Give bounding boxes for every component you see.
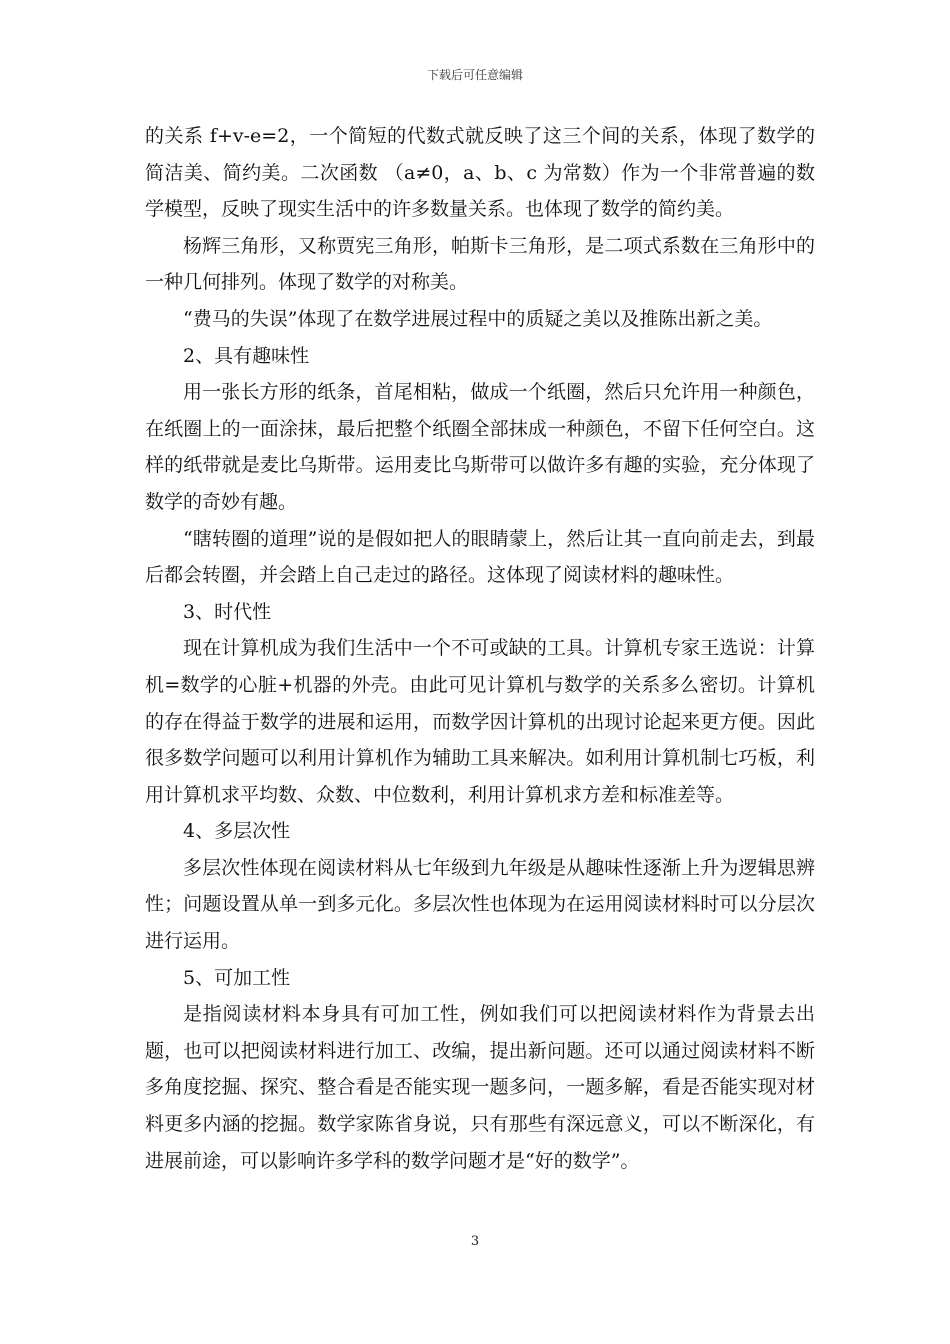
section-heading-timeliness: 3、时代性 — [183, 600, 272, 623]
paragraph-yang-hui-triangle: 杨辉三角形，又称贾宪三角形，帕斯卡三角形，是二项式系数在三角形中的一种几何排列。体现了数学的对称美。 — [145, 234, 815, 294]
section-heading-multilevel: 4、多层次性 — [183, 820, 291, 843]
section-heading-interest: 2、具有趣味性 — [183, 344, 310, 367]
paragraph-walking-in-circles: “瞎转圈的道理”说的是假如把人的眼睛蒙上，然后让其一直向前走去，到最后都会转圈，并会踏上自己走过的路径。这体现了阅读材料的趣味性。 — [145, 527, 815, 587]
paragraph-simplicity-continued: 的关系 f+v-e=2，一个简短的代数式就反映了这三个间的关系，体现了数学的简洁美、简约美。二次函数 （a≠0，a、b、c 为常数）作为一个非常普遍的数学模型，反映了现实生活中的许多数量关系。也体现了数学的简约美。 — [145, 125, 815, 221]
page-header: 下载后可任意编辑 — [426, 68, 523, 82]
section-heading-processability: 5、可加工性 — [183, 966, 291, 989]
body-text — [145, 118, 815, 1179]
paragraph-mobius-strip: 用一张长方形的纸条，首尾相粘，做成一个纸圈，然后只允许用一种颜色，在纸圈上的一面涂抹，最后把整个纸圈全部抹成一种颜色，不留下任何空白。这样的纸带就是麦比乌斯带。运用麦比乌斯带可以做许多有趣的实验，充分体现了数学的奇妙有趣。 — [145, 381, 815, 513]
paragraph-computers: 现在计算机成为我们生活中一个不可或缺的工具。计算机专家王选说：计算机=数学的心脏+机器的外壳。由此可见计算机与数学的关系多么密切。计算机的存在得益于数学的进展和运用，而数学因计算机的出现讨论起来更方便。因此很多数学问题可以利用计算机作为辅助工具来解决。如利用计算机制七巧板，利用计算机求平均数、众数、中位数利，利用计算机求方差和标准差等。 — [145, 637, 815, 806]
page-number: 3 — [470, 1234, 480, 1249]
paragraph-fermat: “费马的失误”体现了在数学进展过程中的质疑之美以及推陈出新之美。 — [183, 307, 773, 330]
paragraph-processability: 是指阅读材料本身具有可加工性，例如我们可以把阅读材料作为背景去出题，也可以把阅读材料进行加工、改编，提出新问题。还可以通过阅读材料不断多角度挖掘、探究、整合看是否能实现一题多问，一题多解，看是否能实现对材料更多内涵的挖掘。数学家陈省身说，只有那些有深远意义，可以不断深化，有进展前途，可以影响许多学科的数学问题才是“好的数学”。 — [145, 1003, 815, 1172]
paragraph-multilevel: 多层次性体现在阅读材料从七年级到九年级是从趣味性逐渐上升为逻辑思辨性；问题设置从单一到多元化。多层次性也体现为在运用阅读材料时可以分层次进行运用。 — [145, 856, 815, 953]
